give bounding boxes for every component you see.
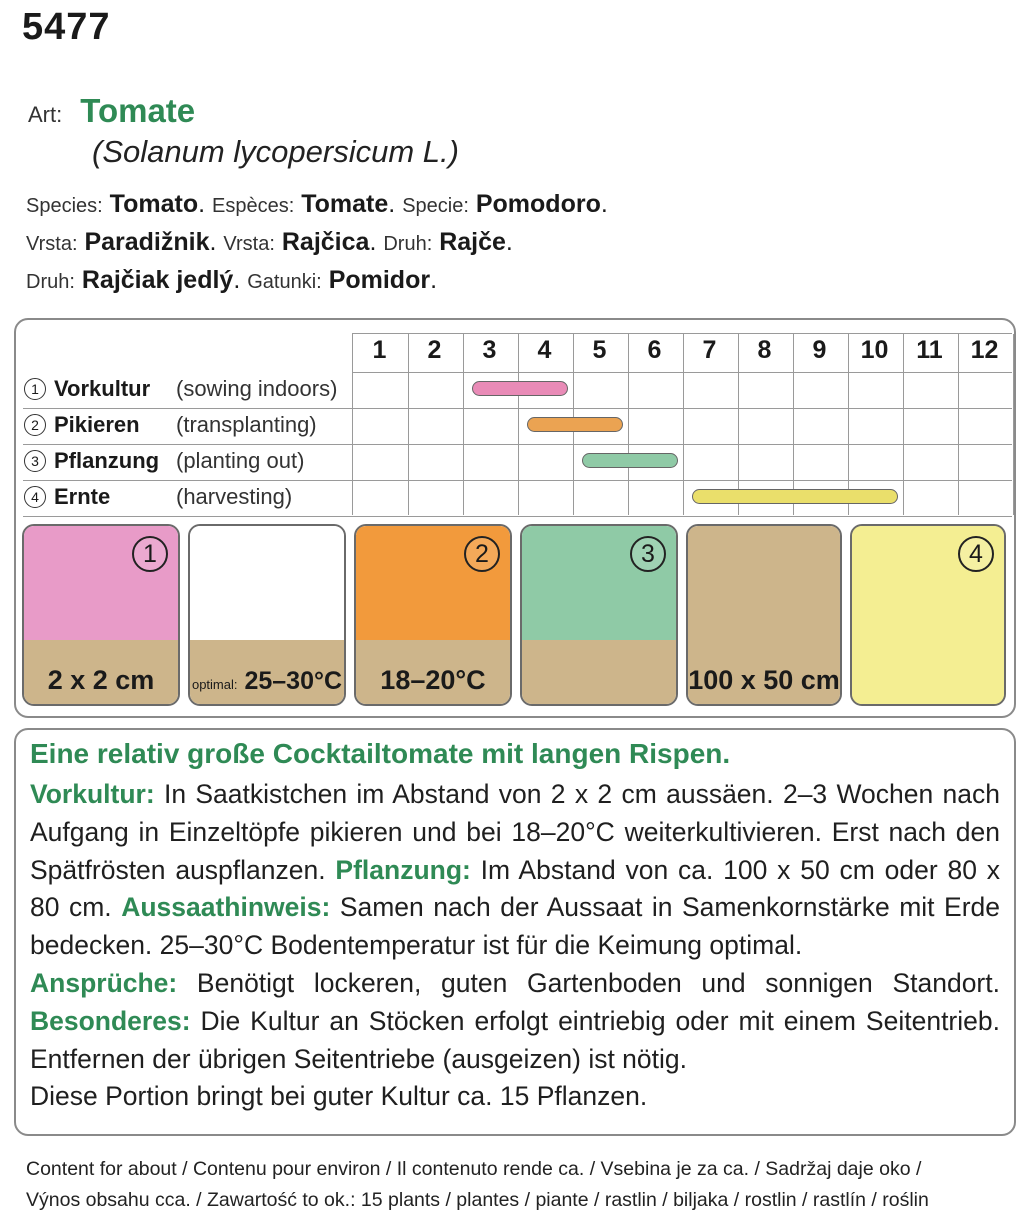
section-label-aussaat: Aussaathinweis: [121, 892, 331, 923]
stage-number: 4 [24, 486, 46, 508]
step-badge: 4 [958, 536, 994, 572]
section-label-ansprueche: Ansprüche: [30, 967, 178, 998]
species-value: Rajčiak jedlý [81, 266, 234, 294]
step-badge: 1 [132, 536, 168, 572]
stage-name: Pikieren [54, 412, 140, 437]
month-label: 7 [702, 336, 717, 364]
species-value: Rajčica [281, 228, 370, 256]
month-label: 4 [537, 336, 552, 364]
stage-row [24, 407, 317, 443]
pictogram-transplanting [354, 524, 512, 706]
pictogram-sowing [22, 524, 180, 706]
step-badge: 3 [630, 536, 666, 572]
step-badge: 2 [464, 536, 500, 572]
species-value: Tomate [301, 190, 389, 218]
species-label: Vrsta: [26, 233, 78, 255]
pictogram-label: 100 x 50 cm [688, 665, 840, 695]
stage-number: 1 [24, 378, 46, 400]
pictogram-temperature: 25–30°C [244, 667, 343, 695]
section-text-pflanzung: Im Abstand von ca. 100 x 50 cm oder 80 x 80 cm. [30, 854, 1000, 923]
section-text-aussaat: Samen nach der Aussaat in Samenkornstärke mit Erde bedecken. 25–30°C Bodentemperatur ist für die Keimung optimal. [30, 892, 1000, 961]
description-body [30, 776, 1000, 1116]
pictogram-label: 2 x 2 cm [47, 665, 155, 695]
species-line: Species: Tomato. Espèces: Tomate. Specie: Pomodoro. [26, 190, 608, 218]
stage-number: 3 [24, 450, 46, 472]
species-label: Species: [26, 195, 103, 217]
pictogram-planting-out [520, 524, 678, 706]
art-label: Art: [28, 102, 63, 127]
pictogram-harvest [850, 524, 1006, 706]
species-label: Gatunki: [247, 271, 322, 293]
portion-text: Diese Portion bringt bei guter Kultur ca. 15 Pflanzen. [30, 1081, 648, 1112]
month-label: 10 [860, 336, 889, 364]
species-translations [26, 186, 608, 300]
species-line: Druh: Rajčiak jedlý. Gatunki: Pomidor. [26, 266, 438, 294]
section-label-besonderes: Besonderes: [30, 1005, 191, 1036]
stage-translation: (sowing indoors) [176, 376, 338, 401]
pictogram-label: 18–20°C [380, 665, 486, 695]
species-label: Druh: [26, 271, 75, 293]
month-label: 11 [916, 336, 943, 364]
species-label: Druh: [383, 233, 433, 255]
stage-bar [472, 381, 568, 396]
species-value: Rajče [439, 228, 506, 256]
pictogram-spacing [686, 524, 842, 706]
month-label: 2 [427, 336, 442, 364]
product-code: 5477 [22, 6, 111, 48]
stage-row [24, 443, 304, 479]
month-label: 1 [372, 336, 387, 364]
section-text-vorkultur: In Saatkistchen im Abstand von 2 x 2 cm aussäen. 2–3 Wochen nach Aufgang in Einzeltöpfe pikieren und bei 18–20°C weiterkultivieren. Erst nach den Spätfrösten auspflanzen. [30, 779, 1000, 885]
grid-row-line [23, 516, 1012, 517]
stage-translation: (planting out) [176, 448, 305, 473]
stage-bar [527, 417, 623, 432]
month-label: 12 [970, 336, 999, 364]
section-label-vorkultur: Vorkultur: [30, 779, 155, 809]
stage-row [24, 371, 337, 407]
species-label: Specie: [402, 195, 469, 217]
species-label: Vrsta: [223, 233, 275, 255]
content-footer [26, 1154, 929, 1216]
latin-name: (Solanum lycopersicum L.) [92, 134, 459, 169]
section-label-pflanzung: Pflanzung: [335, 854, 471, 885]
section-text-ansprueche: Benötigt lockeren, guten Gartenboden und sonnigen Standort. [177, 967, 1000, 998]
grid-row-line [353, 372, 1012, 373]
species-line: Vrsta: Paradižnik. Vrsta: Rajčica. Druh: Rajče. [26, 228, 513, 256]
pictogram-germination [188, 524, 346, 706]
footer-line: Výnos obsahu cca. / Zawartość to ok.: 15 plants / plantes / piante / rastlin / biljaka / rostlin / rastlín / roślin [26, 1189, 929, 1211]
stage-translation: (transplanting) [176, 412, 317, 437]
month-label: 9 [812, 336, 827, 364]
grid-column-line [1013, 334, 1014, 515]
species-value: Pomodoro [475, 190, 601, 218]
stage-number: 2 [24, 414, 46, 436]
species-label: Espèces: [212, 195, 295, 217]
month-label: 8 [757, 336, 772, 364]
species-value: Tomato [109, 190, 199, 218]
stage-name: Vorkultur [54, 376, 151, 401]
stage-name: Pflanzung [54, 448, 160, 473]
description-headline: Eine relativ große Cocktailtomate mit langen Rispen. [30, 738, 731, 769]
description-box [14, 728, 1016, 1136]
stage-translation: (harvesting) [176, 484, 293, 509]
stage-name: Ernte [54, 484, 111, 509]
stage-row [24, 479, 292, 515]
footer-line: Content for about / Contenu pour environ / Il contenuto rende ca. / Vsebina je za ca. / Sadržaj daje oko / [26, 1158, 922, 1180]
month-label: 5 [592, 336, 607, 364]
plant-name: Tomate [80, 92, 196, 129]
month-label: 3 [482, 336, 497, 364]
section-text-besonderes: Die Kultur an Stöcken erfolgt eintriebig oder mit einem Seitentrieb. Entfernen der übrigen Seitentriebe (ausgeizen) ist nötig. [30, 1005, 1000, 1074]
species-value: Pomidor [328, 266, 431, 294]
stage-bar [582, 453, 678, 468]
species-value: Paradižnik [84, 228, 210, 256]
month-label: 6 [647, 336, 662, 364]
pictogram-label [190, 667, 344, 696]
stage-bar [692, 489, 898, 504]
pictogram-prefix: optimal: [191, 677, 238, 692]
art-row [28, 92, 195, 130]
